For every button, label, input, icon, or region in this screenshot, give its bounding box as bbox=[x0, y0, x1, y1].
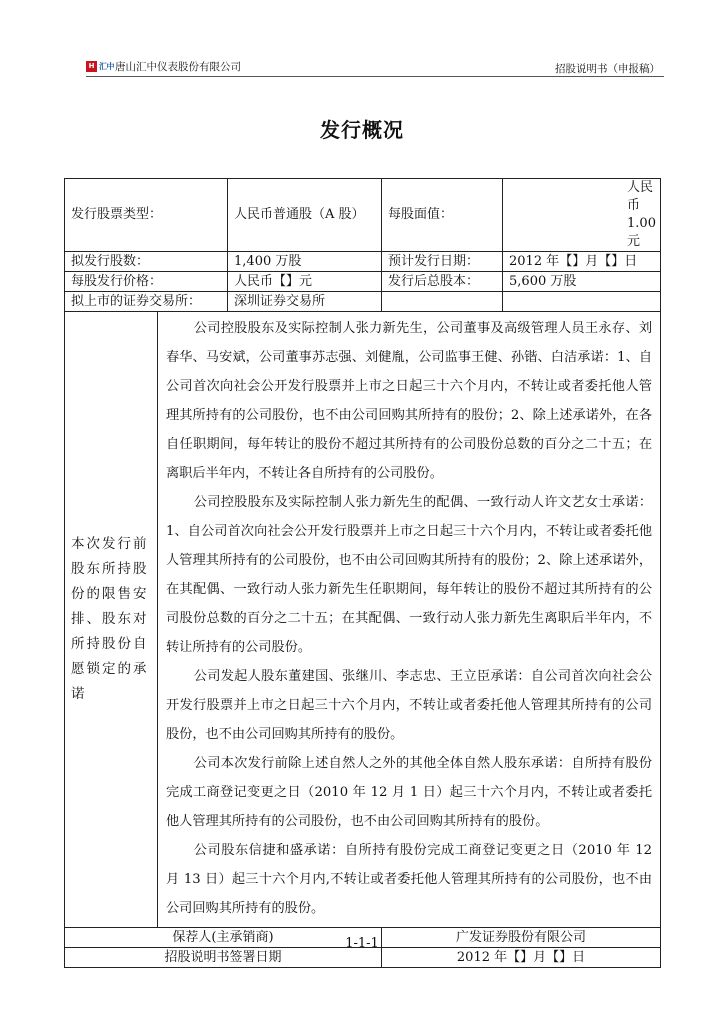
total-capital-value: 5,600 万股 bbox=[503, 272, 661, 292]
stock-type-value: 人民币普通股（A 股） bbox=[228, 179, 382, 252]
offering-overview-table bbox=[64, 178, 661, 968]
price-value: 人民币【】元 bbox=[228, 272, 382, 292]
table-row bbox=[65, 179, 661, 252]
lockup-paragraph: 公司本次发行前除上述自然人之外的其他全体自然人股东承诺：自所持有股份完成工商登记变更之日（2010 年 12 月 1 日）起三十六个月内，不转让或者委托他人管理其所持有的公司股份，也不由公司回购其所持有的股份。 bbox=[166, 756, 653, 829]
signing-date-value: 2012 年【】月【】日 bbox=[382, 948, 661, 968]
exchange-label: 拟上市的证券交易所： bbox=[65, 292, 228, 312]
price-label: 每股发行价格： bbox=[65, 272, 228, 292]
lockup-paragraph: 公司发起人股东董建国、张继川、李志忠、王立臣承诺：自公司首次向社会公开发行股票并上市之日起三十六个月内，不转让或者委托他人管理其所持有的公司股份，也不由公司回购其所持有的股份。 bbox=[166, 669, 653, 742]
table-row bbox=[65, 252, 661, 272]
issue-date-label: 预计发行日期： bbox=[382, 252, 503, 272]
stock-type-label: 发行股票类型： bbox=[65, 179, 228, 252]
page-header bbox=[86, 58, 664, 77]
company-logo bbox=[86, 60, 241, 73]
page-number: 1-1-1 bbox=[345, 936, 379, 951]
document-type: 招股说明书（申报稿） bbox=[555, 63, 660, 75]
issue-date-value: 2012 年【】月【】日 bbox=[503, 252, 661, 272]
shares-label: 拟发行股数： bbox=[65, 252, 228, 272]
table-row bbox=[65, 292, 661, 312]
sponsor-label: 保荐人(主承销商) bbox=[65, 928, 382, 948]
par-value-label: 每股面值： bbox=[382, 179, 503, 252]
total-capital-label: 发行后总股本： bbox=[382, 272, 503, 292]
lockup-paragraph: 公司控股股东及实际控制人张力新先生的配偶、一致行动人许文艺女士承诺：1、自公司首次向社会公开发行股票并上市之日起三十六个月内，不转让或者委托他人管理其所持有的公司股份，也不由公司回购其所持有的股份；2、除上述承诺外，在其配偶、一致行动人张力新先生任职期间，每年转让的股份不超过其所持有的公司股份总数的百分之二十五；在其配偶、一致行动人张力新先生离职后半年内，不转让所持有的公司股份。 bbox=[166, 495, 653, 655]
lockup-commitments bbox=[158, 312, 661, 928]
table-row bbox=[65, 312, 661, 928]
company-name: 唐山汇中仪表股份有限公司 bbox=[115, 61, 241, 73]
par-value-value: 人民币 1.00 元 bbox=[503, 179, 661, 252]
empty-cell bbox=[382, 292, 503, 312]
logo-mark-icon: H bbox=[86, 61, 97, 72]
lockup-paragraph: 公司控股股东及实际控制人张力新先生，公司董事及高级管理人员王永存、刘春华、马安斌，公司董事苏志强、刘健胤，公司监事王健、孙锴、白洁承诺：1、自公司首次向社会公开发行股票并上市之日起三十六个月内，不转让或者委托他人管理其所持有的公司股份，也不由公司回购其所持有的股份；2、除上述承诺外，在各自任职期间，每年转让的股份不超过其所持有的公司股份总数的百分之二十五；在离职后半年内，不转让各自所持有的公司股份。 bbox=[166, 321, 653, 481]
logo-text: 汇中 bbox=[99, 62, 114, 71]
sponsor-value: 广发证券股份有限公司 bbox=[382, 928, 661, 948]
exchange-value: 深圳证券交易所 bbox=[228, 292, 382, 312]
shares-value: 1,400 万股 bbox=[228, 252, 382, 272]
page-title: 发行概况 bbox=[320, 118, 404, 142]
empty-cell bbox=[503, 292, 661, 312]
signing-date-label: 招股说明书签署日期 bbox=[65, 948, 382, 968]
table-row bbox=[65, 272, 661, 292]
lockup-label: 本次发行前股东所持股份的限售安排、股东对所持股份自愿锁定的承诺 bbox=[65, 312, 158, 928]
lockup-paragraph: 公司股东信捷和盛承诺：自所持有股份完成工商登记变更之日（2010 年 12 月 13 日）起三十六个月内,不转让或者委托他人管理其所持有的公司股份，也不由公司回购其所持有的股份。 bbox=[166, 843, 653, 916]
